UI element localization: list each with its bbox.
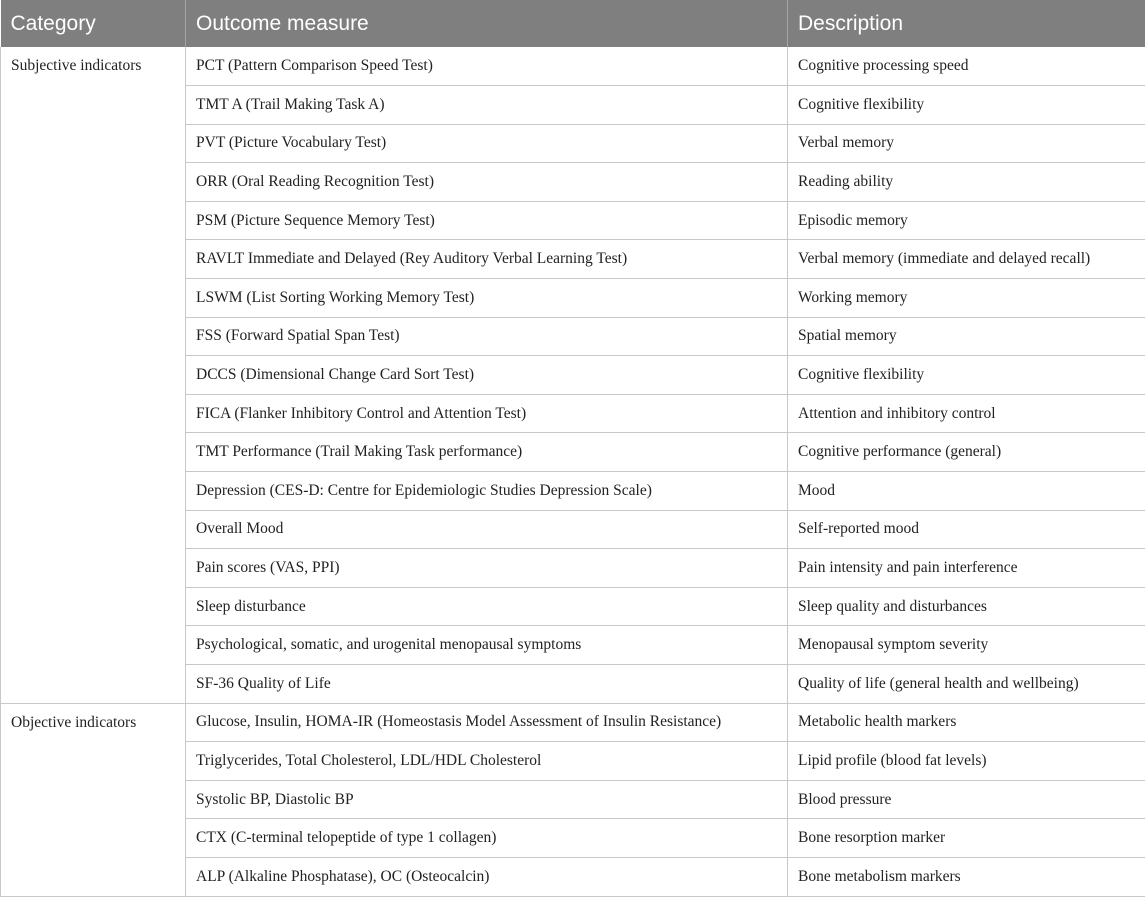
description-cell: Blood pressure: [788, 780, 1145, 819]
table-row: [1, 47, 1145, 86]
description-cell: Mood: [788, 472, 1145, 511]
outcome-measure-cell: FICA (Flanker Inhibitory Control and Attention Test): [186, 394, 788, 433]
category-cell: Subjective indicators: [1, 47, 186, 703]
header-row: [1, 0, 1145, 47]
description-cell: Reading ability: [788, 163, 1145, 202]
description-cell: Menopausal symptom severity: [788, 626, 1145, 665]
description-cell: Metabolic health markers: [788, 703, 1145, 742]
description-cell: Sleep quality and disturbances: [788, 587, 1145, 626]
description-cell: Cognitive performance (general): [788, 433, 1145, 472]
outcome-measure-cell: Overall Mood: [186, 510, 788, 549]
outcome-measure-cell: ORR (Oral Reading Recognition Test): [186, 163, 788, 202]
outcome-measure-cell: Sleep disturbance: [186, 587, 788, 626]
outcome-measure-cell: PSM (Picture Sequence Memory Test): [186, 201, 788, 240]
outcome-measure-cell: DCCS (Dimensional Change Card Sort Test): [186, 356, 788, 395]
header-category: Category: [1, 0, 186, 47]
outcome-measure-cell: PVT (Picture Vocabulary Test): [186, 124, 788, 163]
outcome-measure-cell: CTX (C-terminal telopeptide of type 1 collagen): [186, 819, 788, 858]
description-cell: Cognitive processing speed: [788, 47, 1145, 86]
description-cell: Working memory: [788, 279, 1145, 318]
outcome-measure-cell: TMT A (Trail Making Task A): [186, 86, 788, 125]
outcome-measure-cell: Pain scores (VAS, PPI): [186, 549, 788, 588]
outcome-measure-cell: FSS (Forward Spatial Span Test): [186, 317, 788, 356]
header-outcome-measure: Outcome measure: [186, 0, 788, 47]
description-cell: Quality of life (general health and wellbeing): [788, 665, 1145, 704]
outcome-measure-cell: ALP (Alkaline Phosphatase), OC (Osteocalcin): [186, 857, 788, 896]
outcome-measure-cell: TMT Performance (Trail Making Task performance): [186, 433, 788, 472]
header-description: Description: [788, 0, 1145, 47]
outcome-measure-cell: LSWM (List Sorting Working Memory Test): [186, 279, 788, 318]
description-cell: Episodic memory: [788, 201, 1145, 240]
description-cell: Spatial memory: [788, 317, 1145, 356]
description-cell: Cognitive flexibility: [788, 86, 1145, 125]
outcome-measure-cell: RAVLT Immediate and Delayed (Rey Auditory Verbal Learning Test): [186, 240, 788, 279]
outcome-measure-cell: Glucose, Insulin, HOMA-IR (Homeostasis Model Assessment of Insulin Resistance): [186, 703, 788, 742]
description-cell: Lipid profile (blood fat levels): [788, 742, 1145, 781]
outcome-measure-cell: Triglycerides, Total Cholesterol, LDL/HDL Cholesterol: [186, 742, 788, 781]
description-cell: Self-reported mood: [788, 510, 1145, 549]
description-cell: Verbal memory (immediate and delayed recall): [788, 240, 1145, 279]
outcome-measure-cell: Depression (CES-D: Centre for Epidemiologic Studies Depression Scale): [186, 472, 788, 511]
outcome-measure-cell: Systolic BP, Diastolic BP: [186, 780, 788, 819]
category-cell: Objective indicators: [1, 703, 186, 896]
table-header: [1, 0, 1145, 47]
description-cell: Cognitive flexibility: [788, 356, 1145, 395]
table-body: [1, 47, 1145, 896]
description-cell: Verbal memory: [788, 124, 1145, 163]
outcome-measure-cell: Psychological, somatic, and urogenital menopausal symptoms: [186, 626, 788, 665]
outcome-measure-cell: PCT (Pattern Comparison Speed Test): [186, 47, 788, 86]
description-cell: Bone metabolism markers: [788, 857, 1145, 896]
description-cell: Attention and inhibitory control: [788, 394, 1145, 433]
outcome-measure-cell: SF-36 Quality of Life: [186, 665, 788, 704]
description-cell: Bone resorption marker: [788, 819, 1145, 858]
description-cell: Pain intensity and pain interference: [788, 549, 1145, 588]
table-row: [1, 703, 1145, 742]
